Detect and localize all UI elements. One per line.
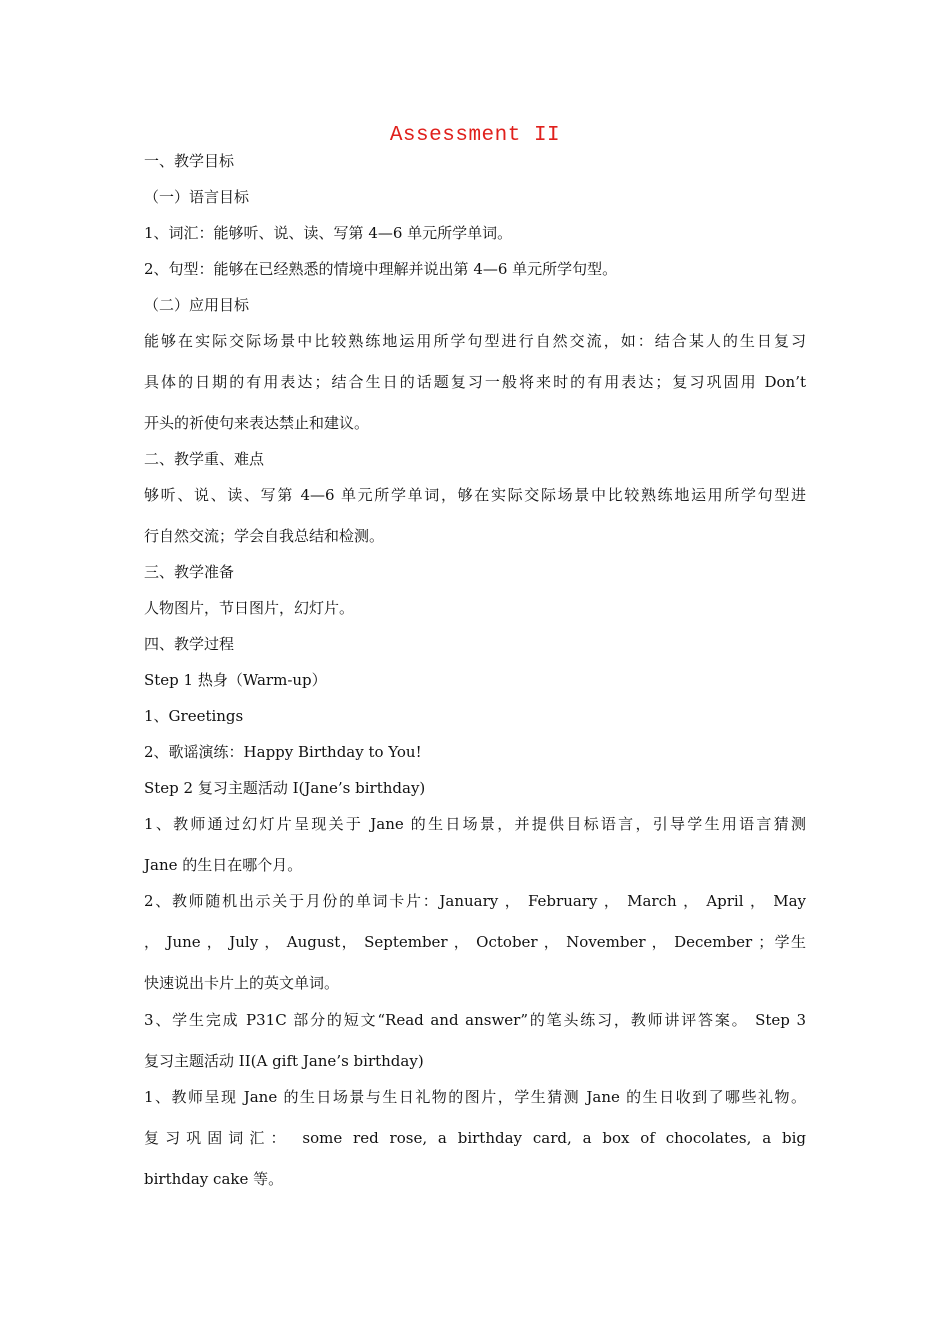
- step-2-item-2-line-1: 2、教师随机出示关于月份的单词卡片：January ， February ， March ， April ， May: [144, 892, 806, 910]
- section-heading-key-points: 二、教学重、难点: [144, 450, 265, 468]
- paragraph-application-line-2: 具体的日期的有用表达；结合生日的话题复习一般将来时的有用表达；复习巩固用 Don’t: [144, 373, 806, 391]
- section-heading-objectives: 一、教学目标: [144, 152, 235, 170]
- paragraph-application-line-3: 开头的祈使句来表达禁止和建议。: [144, 414, 370, 432]
- paragraph-key-points-line-1: 够听、说、读、写第 4—6 单元所学单词，够在实际交际场景中比较熟练地运用所学句型进: [144, 486, 806, 504]
- step-1-heading: Step 1 热身（Warm-up）: [144, 671, 327, 689]
- step-2-item-2-line-2: ， June ， July ， August， September ， October ， November ， December ；学生: [144, 933, 806, 951]
- step-3-item-1-line-2: 复习巩固词汇： some red rose, a birthday card, a box of chocolates, a big: [144, 1129, 806, 1147]
- document-title: Assessment II: [389, 124, 561, 147]
- step-2-item-2-line-3: 快速说出卡片上的英文单词。: [144, 974, 340, 992]
- subsection-heading-language: （一）语言目标: [144, 188, 250, 206]
- paragraph-vocabulary: 1、词汇：能够听、说、读、写第 4—6 单元所学单词。: [144, 224, 513, 242]
- step-3-heading: 复习主题活动 II(A gift Jane’s birthday): [144, 1052, 424, 1070]
- step-2-item-3-line-1: 3、学生完成 P31C 部分的短文“Read and answer”的笔头练习，教师讲评答案。 Step 3: [144, 1011, 806, 1029]
- step-3-item-1-line-1: 1、教师呈现 Jane 的生日场景与生日礼物的图片，学生猜测 Jane 的生日收到了哪些礼物。: [144, 1088, 806, 1106]
- section-heading-process: 四、教学过程: [144, 635, 235, 653]
- step-2-item-1-line-1: 1、教师通过幻灯片呈现关于 Jane 的生日场景，并提供目标语言，引导学生用语言猜测: [144, 815, 806, 833]
- paragraph-preparation: 人物图片，节日图片，幻灯片。: [144, 599, 355, 617]
- step-2-heading: Step 2 复习主题活动 I(Jane’s birthday): [144, 779, 426, 797]
- paragraph-application-line-1: 能够在实际交际场景中比较熟练地运用所学句型进行自然交流，如：结合某人的生日复习: [144, 332, 806, 350]
- subsection-heading-application: （二）应用目标: [144, 296, 250, 314]
- paragraph-sentences: 2、句型：能够在已经熟悉的情境中理解并说出第 4—6 单元所学句型。: [144, 260, 618, 278]
- paragraph-key-points-line-2: 行自然交流；学会自我总结和检测。: [144, 527, 385, 545]
- section-heading-preparation: 三、教学准备: [144, 563, 235, 581]
- step-2-item-1-line-2: Jane 的生日在哪个月。: [144, 856, 303, 874]
- step-1-item-2: 2、歌谣演练：Happy Birthday to You!: [144, 743, 422, 761]
- step-1-item-1: 1、Greetings: [144, 707, 244, 725]
- step-3-item-1-line-3: birthday cake 等。: [144, 1170, 284, 1188]
